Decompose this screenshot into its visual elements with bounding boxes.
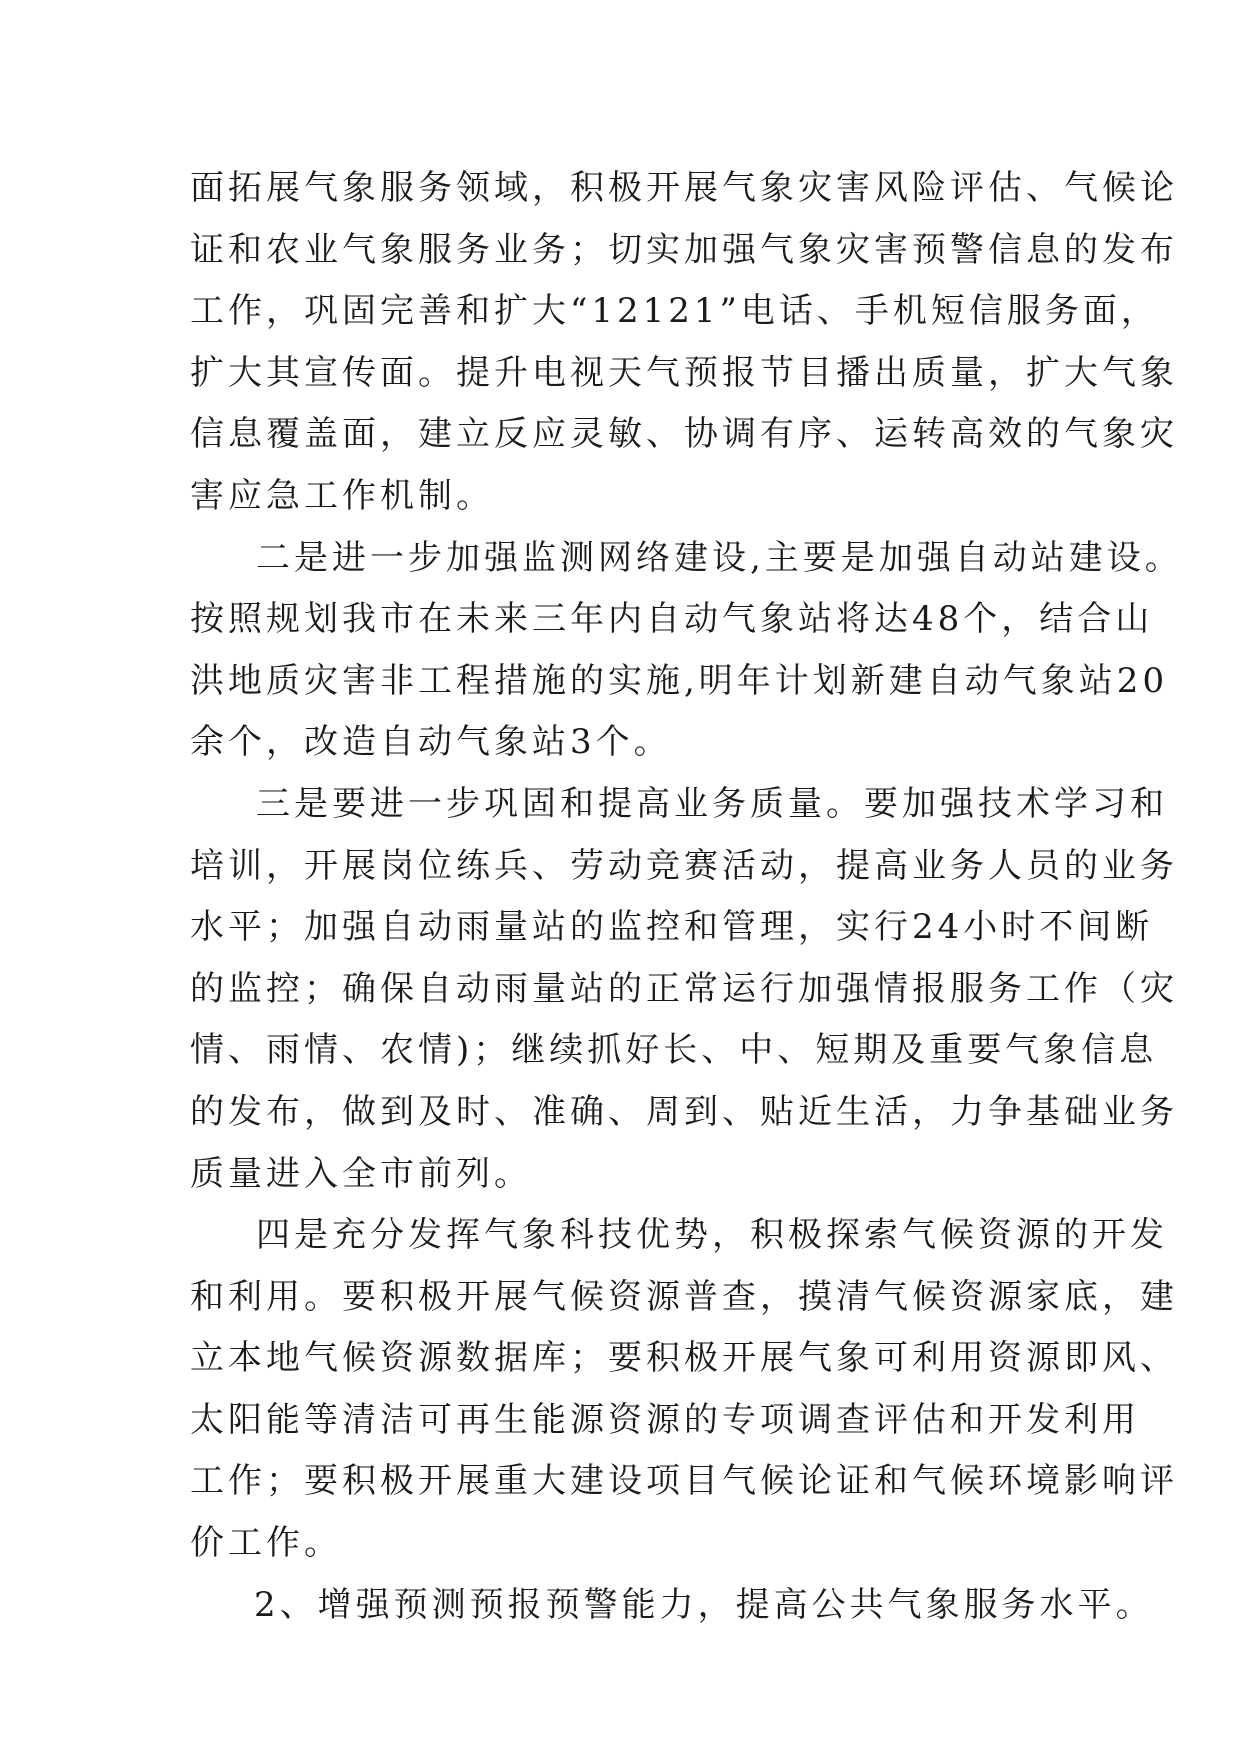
paragraph-start-line: 四是充分发挥气象科技优势，积极探索气候资源的开发 [256, 1215, 1168, 1256]
text-line: 和利用。要积极开展气候资源普查，摸清气候资源家底，建 [190, 1276, 1178, 1317]
text-line: 的监控；确保自动雨量站的正常运行加强情报服务工作（灾 [190, 968, 1178, 1009]
text-line: 洪地质灾害非工程措施的实施,明年计划新建自动气象站20 [190, 660, 1169, 701]
text-line: 工作；要积极开展重大建设项目气候论证和气候环境影响评 [190, 1461, 1178, 1502]
text-line: 的发布，做到及时、准确、周到、贴近生活，力争基础业务 [190, 1091, 1178, 1132]
text-line: 面拓展气象服务领域，积极开展气象灾害风险评估、气候论 [190, 168, 1178, 208]
paragraph-start-line: 二是进一步加强监测网络建设,主要是加强自动站建设。 [256, 537, 1183, 578]
text-line: 立本地气候资源数据库；要积极开展气象可利用资源即风、 [190, 1338, 1178, 1379]
text-line: 工作，巩固完善和扩大“12121”电话、手机短信服务面， [190, 291, 1159, 332]
text-line: 按照规划我市在未来三年内自动气象站将达48个，结合山 [190, 599, 1154, 640]
text-line: 余个，改造自动气象站3个。 [190, 722, 672, 763]
text-line: 证和农业气象服务业务；切实加强气象灾害预警信息的发布 [190, 229, 1178, 270]
document-body [190, 158, 1183, 1636]
text-line: 价工作。 [190, 1523, 342, 1564]
section-heading: 2、增强预测预报预警能力，提高公共气象服务水平。 [254, 1584, 1154, 1625]
text-line: 培训，开展岗位练兵、劳动竞赛活动，提高业务人员的业务 [190, 845, 1178, 886]
text-line: 质量进入全市前列。 [190, 1153, 532, 1194]
paragraph-start-line: 三是要进一步巩固和提高业务质量。要加强技术学习和 [256, 783, 1168, 824]
text-line: 水平；加强自动雨量站的监控和管理，实行24小时不间断 [190, 907, 1154, 948]
text-line: 扩大其宣传面。提升电视天气预报节目播出质量，扩大气象 [190, 352, 1178, 393]
text-line: 信息覆盖面，建立反应灵敏、协调有序、运转高效的气象灾 [190, 414, 1178, 455]
text-line: 情、雨情、农情)；继续抓好长、中、短期及重要气象信息 [190, 1030, 1158, 1071]
text-line: 害应急工作机制。 [190, 475, 494, 516]
text-line: 太阳能等清洁可再生能源资源的专项调查评估和开发利用 [190, 1399, 1140, 1440]
